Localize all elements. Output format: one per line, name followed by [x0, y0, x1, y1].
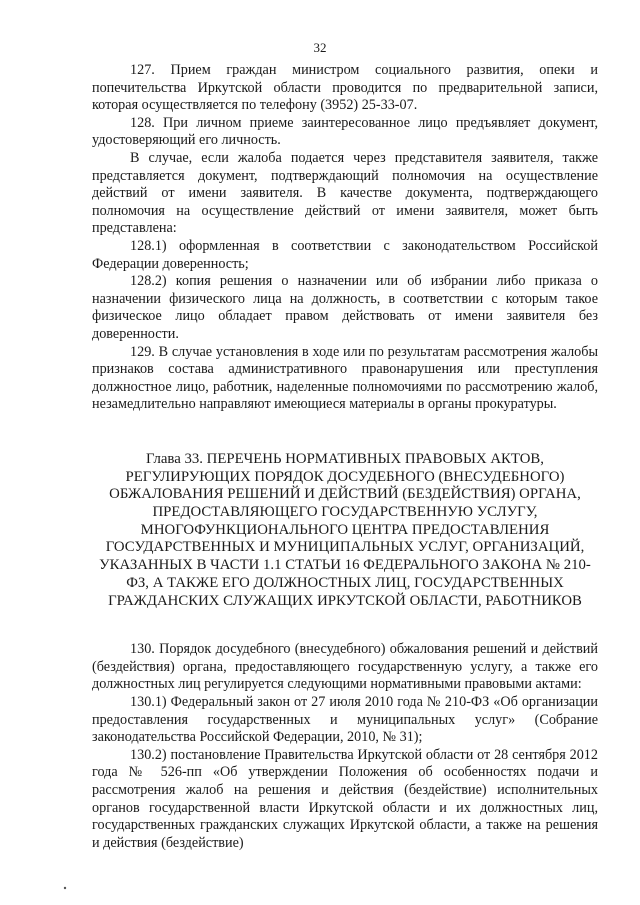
paragraph-representative: В случае, если жалоба подается через представителя заявителя, также представляется документ, подтверждающий полномочия на осуществление действий от имени заявителя. В качестве документа, подтверждающего полномочия на осуществление действий от имени заявителя, может быть представлена: — [92, 149, 598, 237]
paragraph-130: 130. Порядок досудебного (внесудебного) обжалования решений и действий (бездействия) органа, предоставляющего государственную услугу, а также его должностных лиц регулируется следующими нормативными правовыми актами: — [92, 641, 598, 693]
paragraph-130-2: 130.2) постановление Правительства Иркутской области от 28 сентября 2012 года № 526-пп «Об утверждении Положения об особенностях подачи и рассмотрения жалоб на решения и действия (бездействие) исполнительных органов государственной власти Иркутской области и их должностных лиц, государственных гражданских служащих Иркутской области, а также на решения и действия (бездействие) — [92, 746, 598, 851]
paragraph-127: 127. Прием граждан министром социального развития, опеки и попечительства Иркутской области проводится по предварительной записи, которая осуществляется по телефону (3952) 25-33-07. — [92, 62, 598, 114]
paragraph-128-1: 128.1) оформленная в соответствии с законодательством Российской Федерации доверенность; — [92, 237, 598, 272]
paragraph-130-1: 130.1) Федеральный закон от 27 июля 2010 года № 210-ФЗ «Об организации предоставления государственных и муниципальных услуг» (Собрание законодательства Российской Федерации, 2010, № 31); — [92, 693, 598, 746]
document-body — [92, 62, 598, 852]
chapter-heading: Глава 33. ПЕРЕЧЕНЬ НОРМАТИВНЫХ ПРАВОВЫХ АКТОВ, РЕГУЛИРУЮЩИХ ПОРЯДОК ДОСУДЕБНОГО (ВНЕСУДЕБНОГО) ОБЖАЛОВАНИЯ РЕШЕНИЙ И ДЕЙСТВИЙ (БЕЗДЕЙСТВИЯ) ОРГАНА, ПРЕДОСТАВЛЯЮЩЕГО ГОСУДАРСТВЕННУЮ УСЛУГУ, МНОГОФУНКЦИОНАЛЬНОГО ЦЕНТРА ПРЕДОСТАВЛЕНИЯ ГОСУДАРСТВЕННЫХ И МУНИЦИПАЛЬНЫХ УСЛУГ, ОРГАНИЗАЦИЙ, УКАЗАННЫХ В ЧАСТИ 1.1 СТАТЬИ 16 ФЕДЕРАЛЬНОГО ЗАКОНА № 210-ФЗ, А ТАКЖЕ ЕГО ДОЛЖНОСТНЫХ ЛИЦ, ГОСУДАРСТВЕННЫХ ГРАЖДАНСКИХ СЛУЖАЩИХ ИРКУТСКОЙ ОБЛАСТИ, РАБОТНИКОВ — [99, 450, 591, 609]
paragraph-128: 128. При личном приеме заинтересованное лицо предъявляет документ, удостоверяющий его личность. — [92, 114, 598, 149]
scan-dot-mark — [62, 885, 68, 891]
paragraph-129: 129. В случае установления в ходе или по результатам рассмотрения жалобы признаков состава административного правонарушения или преступления должностное лицо, работник, наделенные полномочиями по рассмотрению жалоб, незамедлительно направляют имеющиеся материалы в органы прокуратуры. — [92, 343, 598, 413]
page-number: 32 — [313, 40, 327, 55]
paragraph-128-2: 128.2) копия решения о назначении или об избрании либо приказа о назначении физического лица на должность, в соответствии с которым такое физическое лицо обладает правом действовать от имени заявителя без доверенности. — [92, 273, 598, 342]
